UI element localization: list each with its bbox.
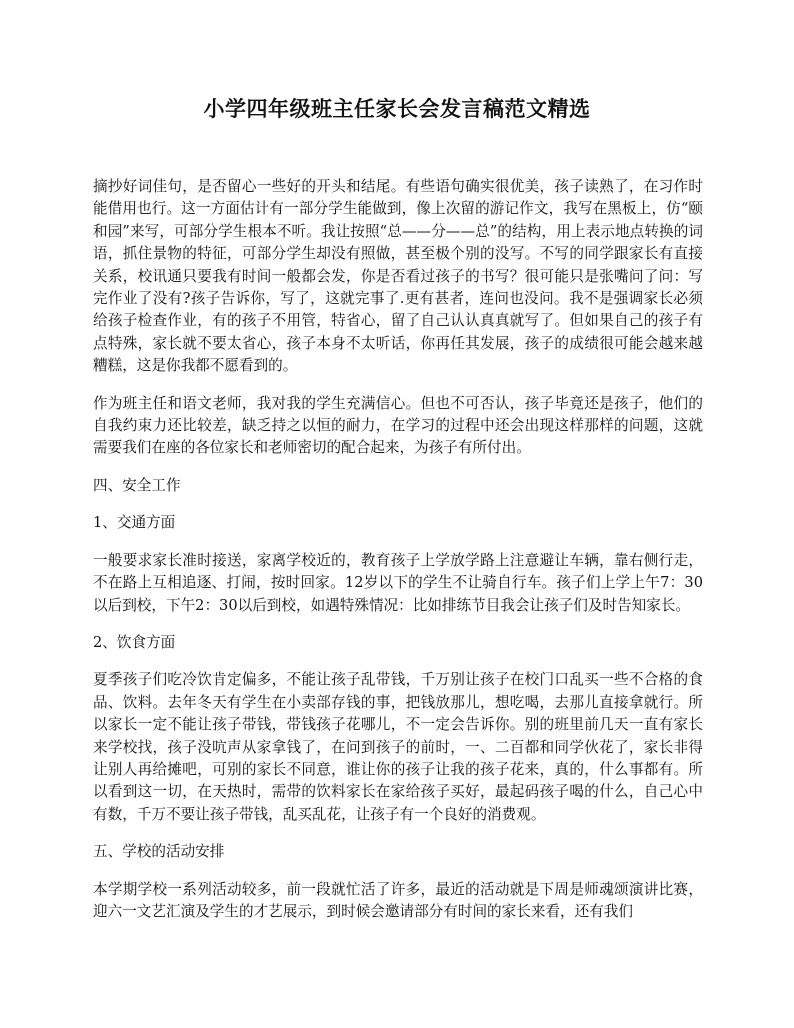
section-heading-safety: 四、安全工作 [93, 476, 181, 494]
subheading-diet: 2、饮食方面 [93, 633, 176, 651]
section-heading-activities: 五、学校的活动安排 [93, 843, 225, 861]
paragraph-traffic: 一般要求家长准时接送，家离学校近的，教育孩子上学放学路上注意避让车辆，靠右侧行走，不在路上互相追逐、打闹，按时回家。12岁以下的学生不让骑自行车。孩子们上学上午7：30以后到校，下午2：30以后到校，如遇特殊情况：比如排练节目我会让孩子们及时告知家长。 [93, 551, 703, 614]
paragraph-good-phrases: 摘抄好词佳句，是否留心一些好的开头和结尾。有些语句确实很优美，孩子读熟了，在习作时能借用也行。这一方面估计有一部分学生能做到，像上次留的游记作文，我写在黑板上，仿“颐和园”来写，可部分学生根本不听。我让按照“总——分——总”的结构，用上表示地点转换的词语，抓住景物的特征，可部分学生却没有照做，甚至极个别的没写。不写的同学跟家长有直接关系，校讯通只要我有时间一般都会发，你是否看过孩子的书写？很可能只是张嘴问了问：写完作业了没有?孩子告诉你，写了，这就完事了.更有甚者，连问也没问。我不是强调家长必须给孩子检查作业，有的孩子不用管，特省心，留了自己认认真真就写了。但如果自己的孩子有点特殊，家长就不要太省心，孩子本身不太听话，你再任其发展，孩子的成绩很可能会越来越糟糕，这是你我都不愿看到的。 [93, 178, 703, 375]
document-title: 小学四年级班主任家长会发言稿范文精选 [203, 96, 591, 121]
paragraph-activities: 本学期学校一系列活动较多，前一段就忙活了许多，最近的活动就是下周是师魂颂演讲比赛，迎六一文艺汇演及学生的才艺展示，到时候会邀请部分有时间的家长来看，还有我们 [93, 880, 703, 920]
subheading-traffic: 1、交通方面 [93, 514, 176, 532]
paragraph-diet: 夏季孩子们吃冷饮肯定偏多，不能让孩子乱带钱，千万别让孩子在校门口乱买一些不合格的食品、饮料。去年冬天有学生在小卖部存钱的事，把钱放那儿，想吃喝，去那儿直接拿就行。所以家长一定不能让孩子带钱，带钱孩子花哪儿，不一定会告诉你。别的班里前几天一直有家长来学校找，孩子没吭声从家拿钱了，在问到孩子的前时，一、二百都和同学伙花了，家长非得让别人再给摊吧，可别的家长不同意，谁让你的孩子让我的孩子花来，真的，什么事都有。所以看到这一切，在天热时，需带的饮料家长在家给孩子买好，最起码孩子喝的什么，自己心中有数，千万不要让孩子带钱，乱买乱花，让孩子有一个良好的消费观。 [93, 671, 703, 823]
paragraph-teacher-confidence: 作为班主任和语文老师，我对我的学生充满信心。但也不可否认，孩子毕竟还是孩子，他们的自我约束力还比较差，缺乏持之以恒的耐力，在学习的过程中还会出现这样那样的问题，这就需要我们在座的各位家长和老师密切的配合起来，为孩子有所付出。 [93, 394, 703, 457]
document-body [93, 176, 703, 938]
